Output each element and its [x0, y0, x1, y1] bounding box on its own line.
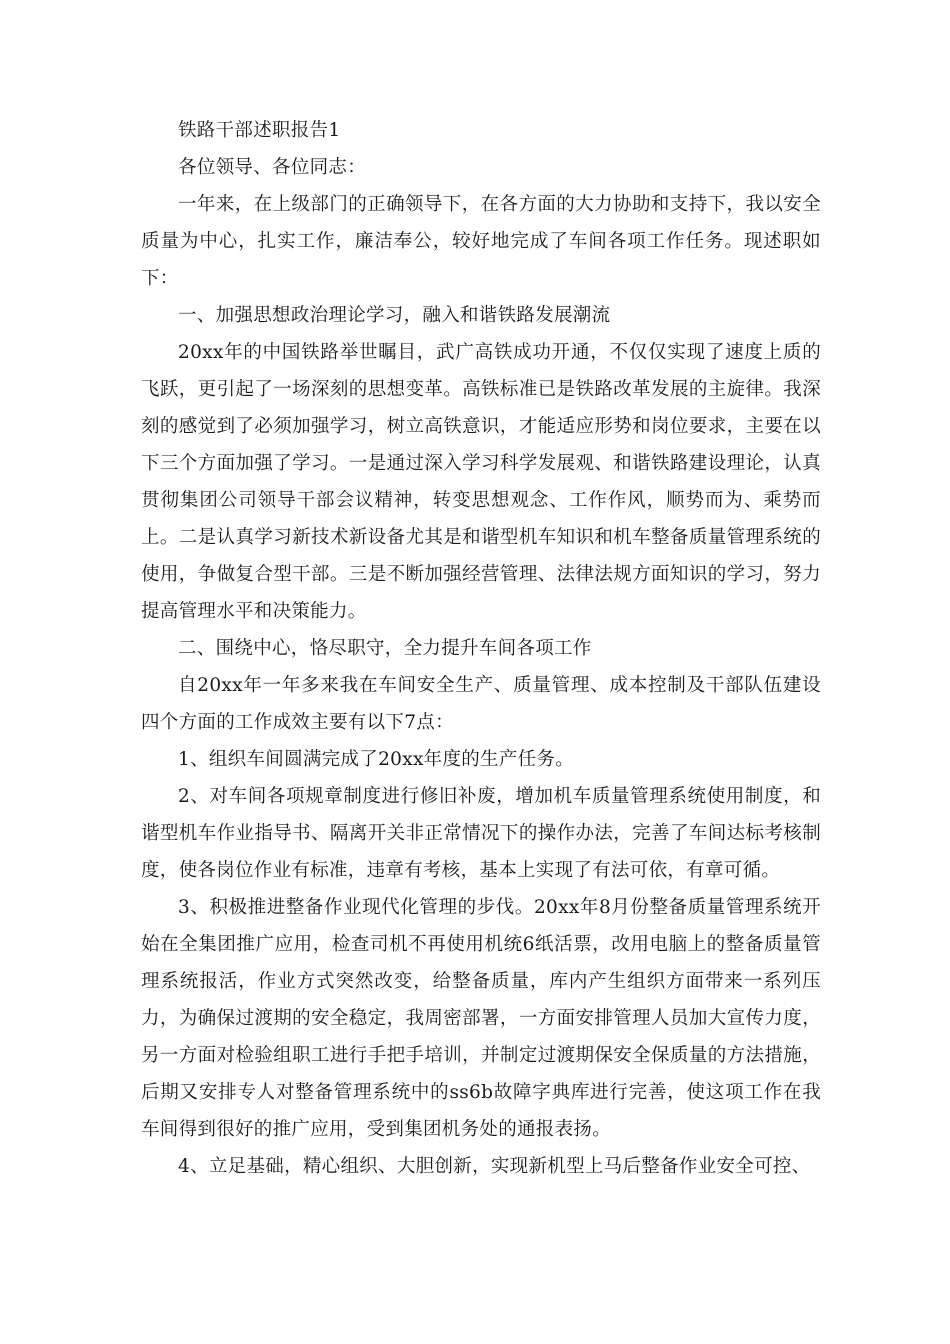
section-2-heading: 二、围绕中心，恪尽职守，全力提升车间各项工作 [178, 638, 592, 659]
list-item-4: 4、立足基础，精心组织、大胆创新，实现新机型上马后整备作业安全可控、 [178, 1156, 811, 1177]
list-item-3: 3、积极推进整备作业现代化管理的步伐。20xx年8月份整备质量管理系统开始在全集团推广应用，检查司机不再使用机统6纸活票，改用电脑上的整备质量管理系统报活，作业方式突然改变，给整备质量，库内产生组织方面带来一系列压力，为确保过渡期的安全稳定，我周密部署，一方面安排管理人员加大宣传力度，另一方面对检验组职工进行手把手培训，并制定过渡期保安全保质量的方法措施，后期又安排专人对整备管理系统中的ss6b故障字典库进行完善，使这项工作在我车间得到很好的推广应用，受到集团机务处的通报表扬。 [141, 897, 821, 1140]
greeting: 各位领导、各位同志： [178, 157, 367, 178]
list-item-2: 2、对车间各项规章制度进行修旧补废，增加机车质量管理系统使用制度，和谐型机车作业指导书、隔离开关非正常情况下的操作办法，完善了车间达标考核制度，使各岗位作业有标准，违章有考核，基本上实现了有法可依，有章可循。 [141, 786, 821, 881]
section-1-heading: 一、加强思想政治理论学习，融入和谐铁路发展潮流 [178, 305, 611, 326]
document-title: 铁路干部述职报告1 [178, 120, 341, 141]
intro-paragraph: 一年来，在上级部门的正确领导下，在各方面的大力协助和支持下，我以安全质量为中心，扎实工作，廉洁奉公，较好地完成了车间各项工作任务。现述职如下： [141, 194, 821, 289]
list-item-1: 1、组织车间圆满完成了20xx年度的生产任务。 [178, 749, 575, 770]
section-1-body: 20xx年的中国铁路举世瞩目，武广高铁成功开通，不仅仅实现了速度上质的飞跃，更引起了一场深刻的思想变革。高铁标准已是铁路改革发展的主旋律。我深刻的感觉到了必须加强学习，树立高铁意识，才能适应形势和岗位要求，主要在以下三个方面加强了学习。一是通过深入学习科学发展观、和谐铁路建设理论，认真贯彻集团公司领导干部会议精神，转变思想观念、工作作风，顺势而为、乘势而上。二是认真学习新技术新设备尤其是和谐型机车知识和机车整备质量管理系统的使用，争做复合型干部。三是不断加强经营管理、法律法规方面知识的学习，努力提高管理水平和决策能力。 [141, 342, 821, 622]
section-2-intro: 自20xx年一年多来我在车间安全生产、质量管理、成本控制及干部队伍建设四个方面的工作成效主要有以下7点： [141, 675, 821, 733]
